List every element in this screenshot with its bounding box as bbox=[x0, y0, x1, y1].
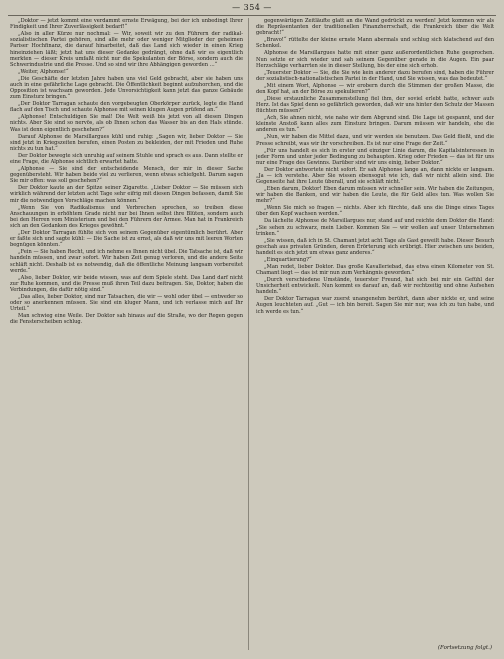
paragraph: „Eben darum, Doktor! Eben darum müssen wir schneller sein. Wir haben die Zeitungen, wir haben die Banken, und wir haben die Leute, die für Geld alles tun. Was wollen Sie mehr?“ bbox=[256, 186, 494, 205]
paragraph: „Der Doktor Tarragan schaute den vorgebeugten Oberkörper zurück, legte die Hand flach auf den Tisch und schaute Alphonse mit seinen klugen Augen prüfend an.“ bbox=[10, 101, 243, 114]
paragraph: Der Doktor bewegte sich unruhig auf seinem Stuhle und sprach es aus. Dann stellte er eine Frage, die Alphonse sichtlich erwartet hatte. bbox=[10, 152, 243, 166]
paragraph: „Sie wissen, daß ich in St. Chamant jetzt acht Tage als Gast geweilt habe. Dieser Besuch geschah aus privaten Gründen, deren Erörterung sich erübrigt. Hier zwischen uns beiden, handelt es sich jetzt um etwas ganz anderes.“ bbox=[256, 237, 494, 256]
paragraph: „Alphonse! Entschuldigen Sie mal! Die Welt weiß bis jetzt von all diesen Dingen nichts. Aber Sie sind so nervös, als ob Ihnen schon das Wasser bis an den Hals stünde. Was ist denn eigentlich geschehen?“ bbox=[10, 114, 243, 133]
paragraph: „Man redet, lieber Doktor. Das große Kavalleriebad, das etwa einen Kilometer von St. Chamant liegt — das ist mir nun zum Verhängnis geworden.“ bbox=[256, 263, 494, 277]
paragraph: „Fein — Sie haben Recht, und ich nehme es Ihnen nicht übel. Die Tatsache ist, daß wir handeln müssen, und zwar sofort. Wir haben Zeit genug verloren, und die andere Seite schläft nicht. Deshalb ist es notwendig, daß die öffentliche Meinung langsam vorbereitet werde.“ bbox=[10, 249, 243, 274]
paragraph: „Das alles, lieber Doktor, sind nur Tatsachen, die wir — wohl oder übel — entweder so oder so anerkennen müssen. Sie sind ein kluger Mann, und ich verlasse mich auf Ihr Urteil.“ bbox=[10, 293, 243, 313]
paragraph: Darauf Alphonse de Marsillargues kühl und ruhig: „Sagen wir, lieber Doktor — Sie sind jetzt in Kriegszeiten berufen, einen Posten zu bekleiden, der mit Frieden und Ruhe nichts zu tun hat.“ bbox=[10, 133, 243, 152]
paragraph: „Wenn Sie mich so fragen — nichts. Aber ich fürchte, daß uns die Dinge eines Tages über den Kopf wachsen werden.“ bbox=[256, 205, 494, 218]
paragraph: gegenwärtigen Zeitläufte glatt an die Wand gedrückt zu werden! Jetzt kommen wir als die Repräsentanten der traditionellen Finanzherrschaft, die Frankreich über die Welt gebracht!“ bbox=[256, 18, 494, 37]
paragraph: Da lächelte Alphonse de Marsillargues nur, stand auf und reichte dem Doktor die Hand: „Sie sehen zu schwarz, mein Lieber. Kommen Sie — wir wollen auf unser Unternehmen trinken.“ bbox=[256, 218, 494, 237]
column-divider bbox=[248, 18, 249, 650]
paragraph: „Durch verschiedene Umstände, teuerster Freund, hat sich bei mir ein Gefühl der Unsicherheit entwickelt. Nun kommt es darauf an, daß wir rechtzeitig und ohne Aufsehen handeln.“ bbox=[256, 277, 494, 296]
page-number: — 354 — bbox=[232, 3, 272, 12]
paragraph: „Für uns handelt es sich in erster und einziger Linie darum, die Kapitalsinteressen in jeder Form und unter jeder Bedingung zu behaupten. Krieg oder Frieden — das ist für uns nur eine Frage des Gewinns. Darüber sind wir uns einig, lieber Doktor.“ bbox=[256, 147, 494, 166]
paragraph: Der Doktor kaute an der Spitze seiner Zigarette. „Lieber Doktor — Sie müssen sich wirklich während der letzten acht Tage sehr eifrig mit diesen Dingen befassen, damit Sie mir die notwendigen Vorschläge machen können.“ bbox=[10, 185, 243, 204]
paragraph: „Wenn Sie von Radikalismus und Verbrechen sprechen, so treiben diese Anschauungen in erhöhtem Grade nicht nur bei Ihnen selbst ihre Blüten, sondern auch bei den Herren vom Ministerium und bei den Führern der Armee. Man hat in Frankreich sich an den Gedanken des Krieges gewöhnt.“ bbox=[10, 204, 243, 229]
continuation-note: (Fortsetzung folgt.) bbox=[437, 645, 492, 651]
paragraph: „Ach, Sie ahnen nicht, wie nahe wir dem Abgrund sind. Die Lage ist gespannt, und der kleinste Anstoß kann alles zum Einsturz bringen. Darum müssen wir handeln, ehe die anderen es tun.“ bbox=[256, 115, 494, 134]
paragraph: „Also in aller Kürze nur nochmal: — Wir, soweit wir zu den Führern der radikal-sozialistischen Partei gehören, sind alle mehr oder weniger Mitglieder der geheimen Pariser Hochfinanz, die darauf hinarbeitet, daß das Land sich wieder in einen Krieg hineinziehen läßt; jetzt hat uns dieser Gedanke gedrängt, ohne daß wir es eigentlich merkten — dieser Kreis umfaßt nicht nur die Spekulanten der Börse, sondern auch die Schwerindustrie und die Presse. Und so sind wir ihre Abhängigen geworden …“ bbox=[10, 31, 243, 68]
paragraph: Der Doktor Tarragan war zuerst unangenehm berührt, dann aber nickte er, und seine Augen leuchteten auf. „Gut — ich bin bereit. Sagen Sie mir nur, was ich zu tun habe, und ich werde es tun.“ bbox=[256, 296, 494, 315]
paragraph: Der Doktor antwortete nicht sofort. Er sah Alphonse lange an, dann nickte er langsam. „Ja — ich verstehe. Aber Sie wissen ebensogut wie ich, daß wir nicht allein sind. Die Gegenseite hat ihre Leute überall, und sie schläft nicht.“ bbox=[256, 166, 494, 186]
paragraph: „Also, lieber Doktor, wir beide wissen, was auf dem Spiele steht. Das Land darf nicht zur Ruhe kommen, und die Presse muß ihren Teil dazu beitragen. Sie, Doktor, haben die Verbindungen, die dafür nötig sind.“ bbox=[10, 274, 243, 293]
paragraph: Alphonse de Marsillargues hatte mit einer ganz außerordentlichen Ruhe gesprochen. Nun setzte er sich wieder und sah seinem Gegenüber gerade in die Augen. Ein paar Herzschläge verharrten sie in dieser Stellung, bis der eine sich erhob. bbox=[256, 50, 494, 69]
left-column bbox=[10, 18, 243, 652]
paragraph: „Der Doktor Tarragan fühlte sich von seinem Gegenüber eigentümlich berührt. Aber er faßte sich und sagte kühl: — Die Sache ist zu ernst, als daß wir uns mit leeren Worten begnügen könnten.“ bbox=[10, 229, 243, 249]
paragraph: „Mit einem Wort, Alphonse — wir erobern durch die Stimmen der großen Masse, die den Kopf hat, an der Börse zu spekulieren?“ bbox=[256, 82, 494, 95]
paragraph: „Alphonse — Sie sind der entscheidende Mensch, der mir in dieser Sache gegenübersteht. Wir haben beide viel zu verlieren, wenn etwas schiefgeht. Darum sagen Sie mir offen: was soll geschehen?“ bbox=[10, 165, 243, 185]
header-rule bbox=[8, 15, 496, 16]
paragraph: Man schwieg eine Weile. Der Doktor sah hinaus auf die Straße, wo der Regen gegen die Fensterscheiben schlug. bbox=[10, 313, 243, 326]
paragraph: „Bravo!“ rüttelte der kleine ernste Mann abermals und schlug sich klatschend auf den Schenkel. bbox=[256, 37, 494, 50]
paragraph: „Nun, wir haben die Mittel dazu, und wir werden sie benutzen. Das Geld fließt, und die Presse schreibt, was wir ihr vorschreiben. Es ist nur eine Frage der Zeit.“ bbox=[256, 134, 494, 147]
paragraph: „Teuerster Doktor — Sie, die Sie wie kein anderer dazu berufen sind, haben die Führer der sozialistisch-nationalistischen Partei in der Hand, und Sie wissen, was das bedeutet.“ bbox=[256, 69, 494, 82]
paragraph: „Einquartierung?“ bbox=[264, 256, 312, 263]
paragraph: „Doktor — jetzt kommt eine verdammt ernste Erwägung, bei der ich unbedingt Ihrer Findigkeit und Ihrer Zuverlässigkeit bedarf!“ bbox=[10, 18, 243, 31]
paragraph: „Weiter, Alphonse!“ bbox=[18, 68, 69, 75]
paragraph: „Diese erstaunliche Zusammenstellung fiel ihm, der soviel erlebt hatte, schwer aufs Herz. Ist das Spiel denn so gefährlich geworden, daß wir uns hinter den Schutz der Massen flüchten müssen?“ bbox=[256, 95, 494, 115]
right-column bbox=[256, 18, 494, 652]
paragraph: „Die Geschäfte der letzten Jahre haben uns viel Geld gebracht, aber sie haben uns auch in eine gefährliche Lage gebracht. Die Öffentlichkeit beginnt aufzuhorchen, und die Opposition ist wachsam geworden. Jede Unvorsichtigkeit kann jetzt das ganze Gebäude zum Einsturz bringen.“ bbox=[10, 75, 243, 101]
